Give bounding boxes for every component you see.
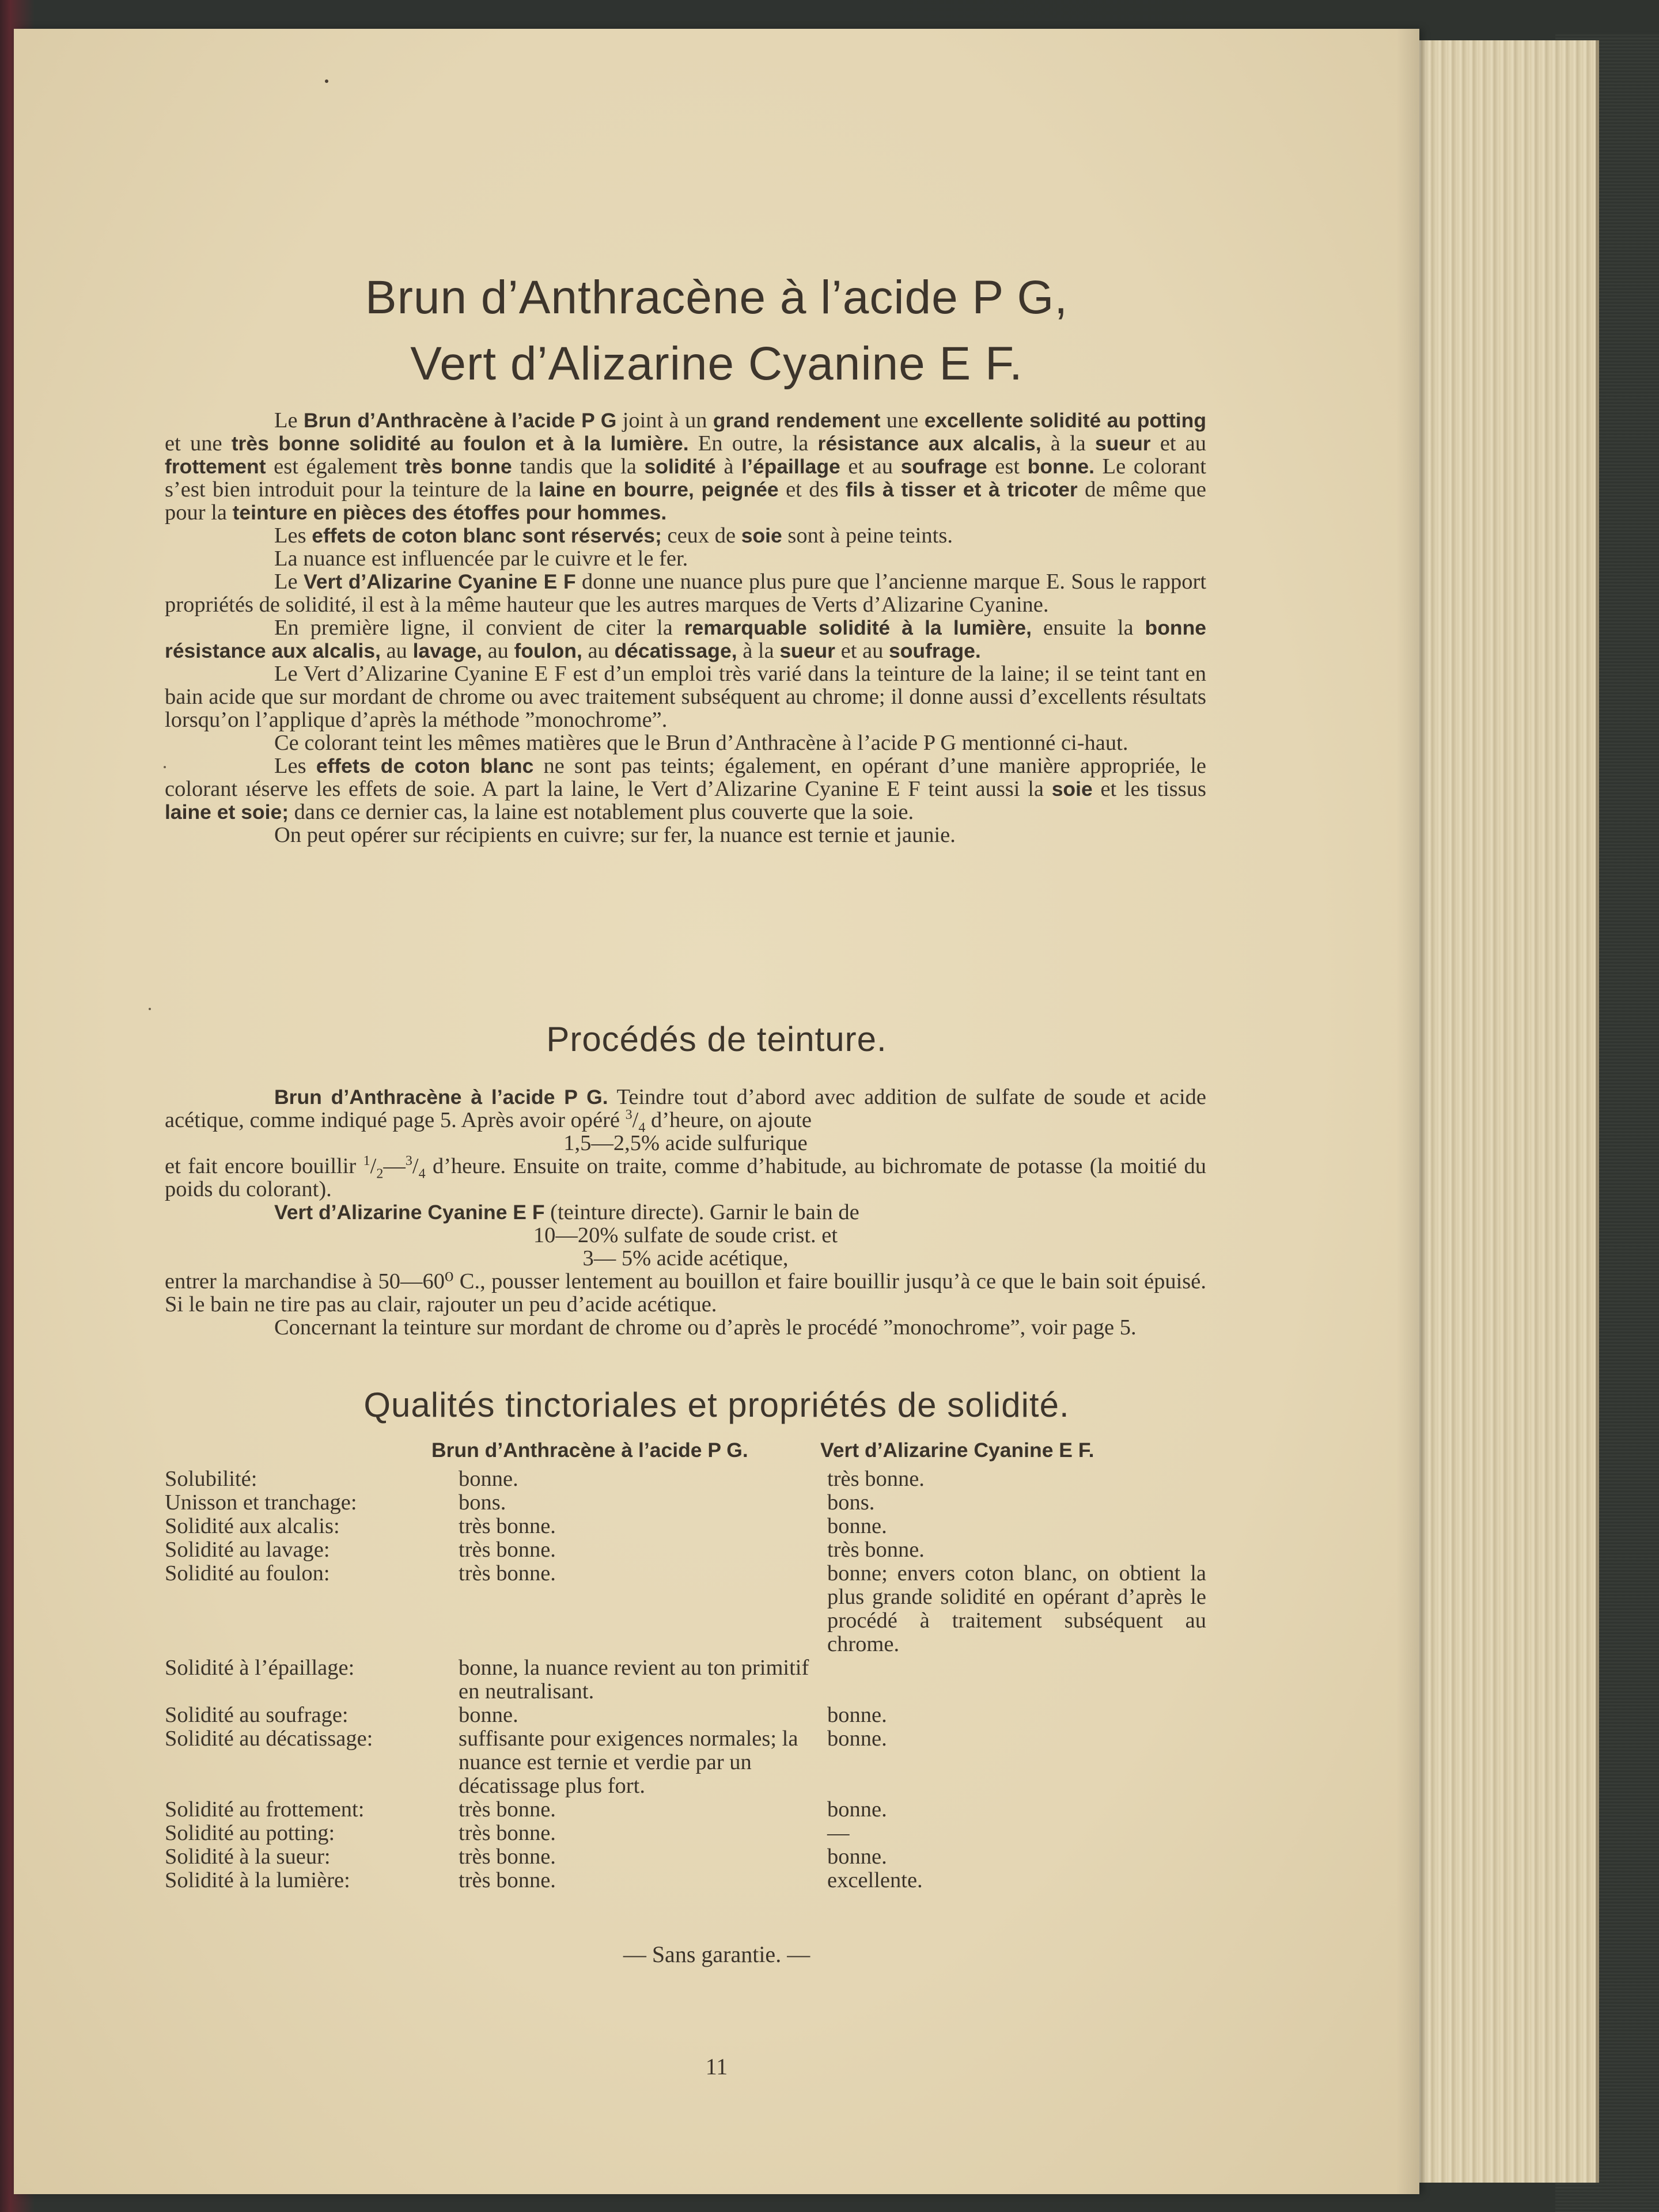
brun-value: bonne.: [459, 1467, 518, 1491]
procedes-vert-paragraph: [165, 1201, 1206, 1224]
bold-run: laine et soie;: [165, 800, 289, 824]
bold-run: soie: [741, 524, 782, 547]
brun-value: très bonne.: [459, 1514, 556, 1538]
intro-paragraph-8: [165, 754, 1206, 824]
fraction-denominator: 4: [418, 1166, 426, 1182]
disclaimer: — Sans garantie. —: [623, 1941, 810, 1967]
vert-value: très bonne.: [827, 1538, 925, 1562]
procedes-brun-text: Teindre tout d’abord avec addition de sulfate de soude et acide acétique, comme indiqué page 5. Après avoir opéré: [165, 1085, 1207, 1132]
text-run: Les: [274, 523, 312, 548]
text-run: une: [880, 408, 925, 432]
table-row: [165, 1822, 1206, 1845]
property-label: Solidité à la sueur:: [165, 1845, 331, 1869]
vert-value: bonne.: [827, 1727, 887, 1751]
procedes-text: [165, 1086, 1206, 1339]
table-row: [165, 1727, 1206, 1798]
bold-run: effets de coton blanc: [316, 754, 534, 777]
vert-value: —: [827, 1821, 850, 1845]
text-run: dans ce dernier cas, la laine est notablement plus couverte que la soie.: [289, 800, 914, 824]
intro-text: [165, 409, 1206, 847]
vert-value: bonne.: [827, 1845, 887, 1869]
bold-run: soie: [1051, 777, 1093, 800]
procedes-boil-text-a: et fait encore bouillir: [165, 1154, 363, 1178]
page-number: 11: [705, 2054, 728, 2080]
brun-value: très bonne.: [459, 1821, 556, 1845]
property-label: Solidité aux alcalis:: [165, 1514, 340, 1538]
bold-run: remarquable solidité à la lumière,: [684, 616, 1032, 639]
text-run: au: [380, 639, 413, 663]
bold-run: bonne résistance aux alcalis,: [165, 616, 1206, 662]
intro-paragraph-7: Ce colorant teint les mêmes matières que le Brun d’Anthracène à l’acide P G mentionné ci-haut.: [274, 731, 1128, 755]
intro-paragraph-1: [165, 409, 1206, 524]
brun-value: très bonne.: [459, 1868, 556, 1892]
bold-run: laine en bourre, peignée: [538, 478, 779, 501]
brun-value: très bonne.: [459, 1845, 556, 1869]
bold-run: décatissage,: [614, 639, 737, 662]
page-edges: [1406, 40, 1599, 2183]
text-run: au: [582, 639, 615, 663]
ink-speck: [325, 79, 328, 83]
bold-run: excellente solidité au potting: [924, 409, 1206, 432]
table-row: [165, 1467, 1206, 1491]
property-label: Solidité au foulon:: [165, 1561, 330, 1585]
bold-run: grand rendement: [713, 409, 881, 432]
text-run: donne une nuance plus pure que l’ancienne marque E. Sous le rapport propriétés de solidité, il est à la même hauteur que les autres marques de Verts d’Alizarine Cyanine.: [165, 570, 1207, 617]
column-header-vert: Vert d’Alizarine Cyanine E F.: [820, 1439, 1094, 1462]
property-label: Solidité à la lumière:: [165, 1868, 350, 1892]
text-run: ceux de: [661, 523, 741, 548]
brun-value: bonne.: [459, 1703, 518, 1727]
text-run: tandis que la: [512, 454, 645, 479]
table-row: [165, 1491, 1206, 1515]
main-title-line-2: Vert d’Alizarine Cyanine E F.: [410, 337, 1023, 390]
brun-value: suffisante pour exigences normales; la nuance est ternie et verdie par un décatissage plus fort.: [459, 1727, 798, 1798]
bold-run: sueur: [1094, 432, 1151, 455]
fraction-numerator: 3: [625, 1107, 632, 1123]
procedes-vert-text: (teinture directe). Garnir le bain de: [544, 1200, 859, 1224]
text-run: sont à peine teints.: [782, 523, 953, 548]
bold-run: teinture en pièces des étoffes pour hommes.: [232, 501, 667, 524]
column-header-brun: Brun d’Anthracène à l’acide P G.: [431, 1439, 748, 1462]
ink-speck: [149, 1008, 151, 1010]
vert-value: [827, 1656, 1206, 1703]
vert-value: très bonne.: [827, 1467, 925, 1491]
bold-run: Vert d’Alizarine Cyanine E F: [304, 570, 576, 593]
intro-paragraph-2: [165, 524, 1206, 547]
table-row: [165, 1562, 1206, 1656]
section-heading-procedes: Procédés de teinture.: [546, 1020, 887, 1058]
procedes-brun-paragraph: Brun d’Anthracène à l’acide P G. Teindre tout d’abord avec addition de sulfate de soude et acide acétique, comme indiqué page 5. Après avoir opéré $^3/_4$ d’heure, on ajoute: [165, 1085, 1207, 1136]
table-row: [165, 1538, 1206, 1562]
brun-value: très bonne.: [459, 1538, 556, 1562]
text-run: ensuite la: [1032, 616, 1145, 640]
properties-table: [165, 1467, 1206, 1892]
text-run: En outre, la: [688, 431, 818, 456]
brun-value: très bonne.: [459, 1797, 556, 1822]
bold-run: bonne.: [1027, 455, 1095, 478]
text-run: et une: [165, 431, 232, 456]
bold-run: l’épaillage: [741, 455, 840, 478]
bold-run: solidité: [644, 455, 716, 478]
procedes-brun-text-2: d’heure, on ajoute: [645, 1108, 812, 1132]
property-label: Solidité au décatissage:: [165, 1727, 373, 1751]
bold-run: Brun d’Anthracène à l’acide P G: [303, 409, 617, 432]
book-page: [14, 29, 1419, 2194]
text-run: à: [715, 454, 742, 479]
bold-run: soufrage: [900, 455, 987, 478]
bold-run: soufrage.: [888, 639, 981, 662]
table-row: [165, 1703, 1206, 1727]
property-label: Solidité au soufrage:: [165, 1703, 349, 1727]
vert-value: bonne.: [827, 1514, 887, 1538]
text-run: En première ligne, il convient de citer la: [274, 616, 684, 640]
vert-value: bons.: [827, 1490, 875, 1515]
text-run: est également: [266, 454, 406, 479]
text-run: et des: [778, 477, 846, 502]
vert-value: excellente.: [827, 1868, 923, 1892]
bold-run: effets de coton blanc sont réservés;: [312, 524, 662, 547]
fraction-denominator: 4: [638, 1120, 646, 1136]
brun-value: très bonne.: [459, 1561, 556, 1585]
property-label: Unisson et tranchage:: [165, 1490, 357, 1515]
property-label: Solidité au potting:: [165, 1821, 335, 1845]
main-title-line-1: Brun d’Anthracène à l’acide P G,: [365, 271, 1069, 324]
bold-run: très bonne: [405, 455, 512, 478]
text-run: de même que pour la: [165, 477, 1206, 525]
text-run: Le: [274, 570, 304, 594]
procedes-line-a: 10—20% sulfate de soude crist. et: [533, 1223, 838, 1247]
intro-paragraph-4: [165, 570, 1206, 616]
procedes-vert-label: Vert d’Alizarine Cyanine E F: [274, 1201, 545, 1224]
procedes-brun-label: Brun d’Anthracène à l’acide P G.: [274, 1086, 608, 1109]
vert-value: bonne.: [827, 1797, 887, 1822]
text-run: Le colorant s’est bien introduit pour la teinture de la: [165, 454, 1206, 502]
brun-value: bons.: [459, 1490, 506, 1515]
procedes-line-b: 3— 5% acide acétique,: [582, 1246, 789, 1270]
section-heading-qualites: Qualités tinctoriales et propriétés de solidité.: [363, 1386, 1070, 1424]
text-run: et au: [840, 454, 901, 479]
table-row: [165, 1515, 1206, 1538]
text-run: et au: [835, 639, 889, 663]
intro-paragraph-3: La nuance est influencée par le cuivre et le fer.: [274, 547, 688, 571]
intro-paragraph-6: Le Vert d’Alizarine Cyanine E F est d’un emploi très varié dans la teinture de la laine; il se teint tant en bain acide que sur mordant de chrome ou avec traitement subséquent au chrome; il donne aussi d’excellents résultats lorsqu’on l’applique d’après la méthode ”monochrome”.: [165, 662, 1206, 732]
intro-paragraph-9: On peut opérer sur récipients en cuivre; sur fer, la nuance est ternie et jaunie.: [274, 823, 956, 847]
property-label: Solidité au frottement:: [165, 1797, 365, 1822]
text-run: est: [987, 454, 1028, 479]
text-run: Le: [274, 408, 304, 432]
intro-paragraph-5: [165, 616, 1206, 662]
bold-run: fils à tisser et à tricoter: [846, 478, 1078, 501]
procedes-boil-paragraph: et fait encore bouillir $^1/_2—^3/_4$ d’heure. Ensuite on traite, comme d’habitude, au bichromate de potasse (la moitié du poids du colorant).: [165, 1154, 1207, 1201]
procedes-boil-text-b: d’heure. Ensuite on traite, comme d’habitude, au bichromate de potasse (la moitié du poids du colorant).: [165, 1154, 1207, 1201]
text-run: ne sont pas teints; également, en opérant d’une manière appropriée, le colorant ıéserve les effets de soie. A part la laine, le Vert d’Alizarine Cyanine E F teint aussi la: [165, 754, 1206, 801]
text-run: Les: [274, 754, 316, 778]
procedes-enter-paragraph: entrer la marchandise à 50—60⁰ C., pousser lentement au bouillon et faire bouillir jusqu’à ce que le bain soit épuisé. Si le bain ne tire pas au clair, rajouter un peu d’acide acétique.: [165, 1269, 1206, 1316]
bold-run: foulon,: [514, 639, 582, 662]
text-run: joint à un: [616, 408, 713, 432]
procedes-chrome-paragraph: Concernant la teinture sur mordant de chrome ou d’après le procédé ”monochrome”, voir page 5.: [274, 1315, 1137, 1340]
bold-run: lavage,: [412, 639, 482, 662]
text-run: et au: [1150, 431, 1207, 456]
fraction-dash: —: [383, 1154, 406, 1178]
bold-run: très bonne solidité au foulon et à la lumière.: [231, 432, 689, 455]
bold-run: sueur: [779, 639, 835, 662]
property-label: Solidité à l’épaillage:: [165, 1656, 355, 1680]
bold-run: résistance aux alcalis,: [817, 432, 1041, 455]
properties-table-body: [165, 1467, 1206, 1892]
procedes-acid-line: 1,5—2,5% acide sulfurique: [563, 1131, 808, 1155]
text-run: à la: [737, 639, 780, 663]
bold-run: frottement: [165, 455, 266, 478]
fraction-numerator: 1: [363, 1154, 370, 1169]
text-run: à la: [1041, 431, 1095, 456]
text-run: au: [482, 639, 514, 663]
brun-value: bonne, la nuance revient au ton primitif en neutralisant.: [459, 1656, 809, 1703]
table-row: [165, 1656, 1206, 1703]
property-label: Solubilité:: [165, 1467, 257, 1491]
table-row: [165, 1869, 1206, 1892]
vert-value: bonne.: [827, 1703, 887, 1727]
vert-value: bonne; envers coton blanc, on obtient la plus grande solidité en opérant d’après le procédé à traitement subséquent au chrome.: [827, 1561, 1206, 1656]
fraction-denominator: 2: [376, 1166, 384, 1182]
table-row: [165, 1798, 1206, 1822]
table-row: [165, 1845, 1206, 1869]
fraction-numerator: 3: [405, 1154, 412, 1169]
text-run: et les tissus: [1092, 777, 1206, 801]
property-label: Solidité au lavage:: [165, 1538, 330, 1562]
